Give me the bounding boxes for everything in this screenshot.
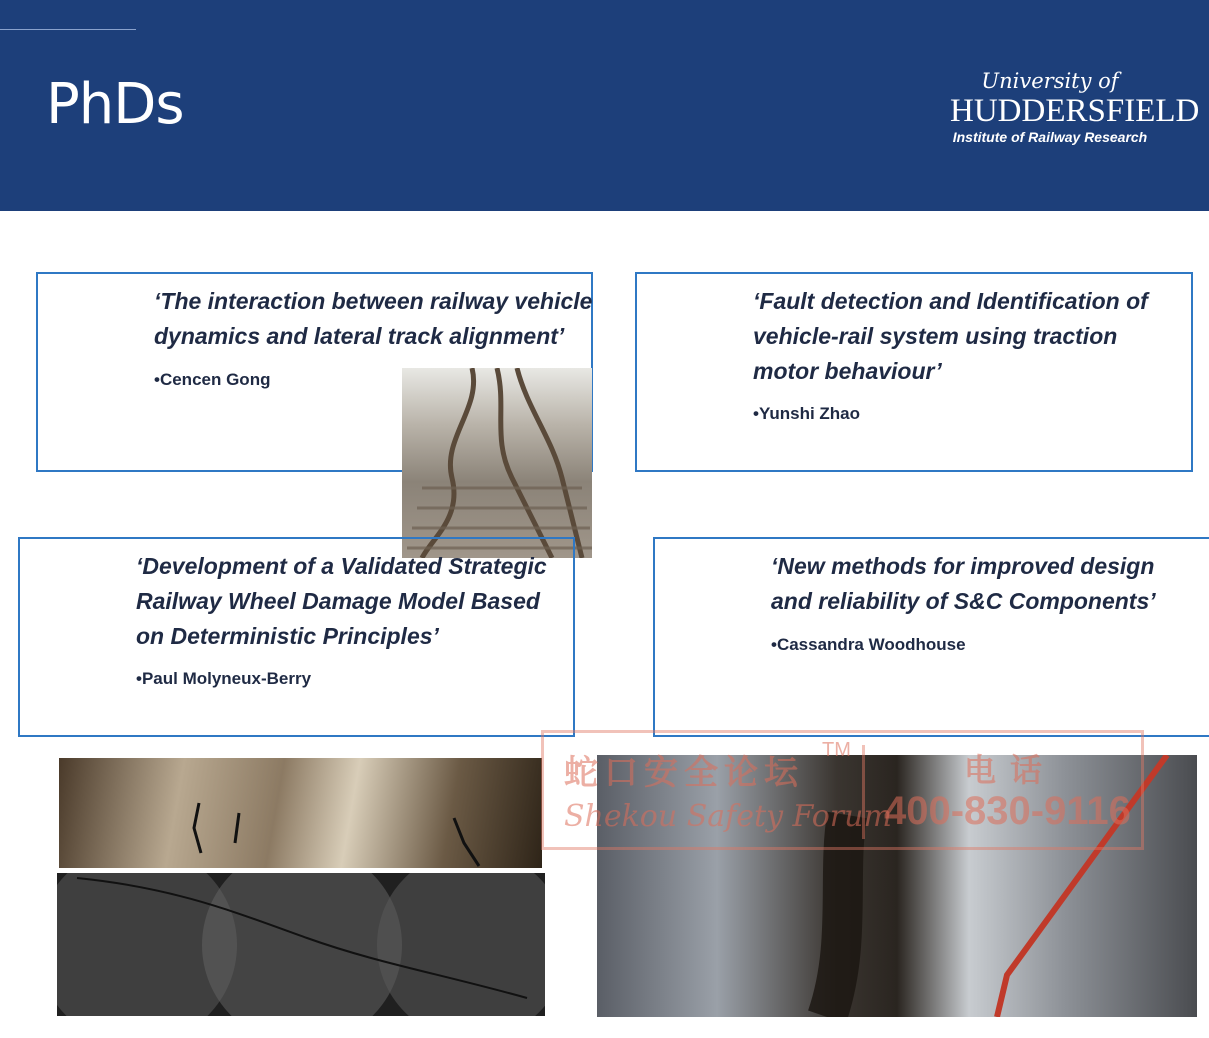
logo-line-2: HUDDERSFIELD [950,93,1200,129]
project-title: ‘New methods for improved design and reliability of S&C Components’ [771,553,1156,614]
header-banner [0,0,1209,211]
page-title: PhDs [46,72,184,137]
watermark-divider [862,745,865,839]
wheel-crack-photo [59,758,542,868]
project-title: ‘The interaction between railway vehicle dynamics and lateral track alignment’ [154,288,593,349]
watermark-phone-label: 电话 [964,751,1057,789]
header-rule [0,29,136,30]
project-card-4 [653,537,1209,737]
curved-track-photo [402,368,592,558]
watermark-cn-name: 蛇口安全论坛 [564,753,804,793]
watermark-stamp [541,730,1144,850]
project-title: ‘Fault detection and Identification of vehicle-rail system using traction motor behaviour’ [753,288,1148,384]
watermark-en-name: Shekou Safety Forum [564,799,892,834]
project-author: •Yunshi Zhao [753,404,861,423]
micrograph-photo [57,873,545,1016]
project-card-2 [635,272,1193,472]
watermark-phone: 400-830-9116 [884,789,1131,833]
project-author: •Cassandra Woodhouse [771,635,966,654]
project-title: ‘Development of a Validated Strategic Railway Wheel Damage Model Based on Deterministic Principles’ [136,553,547,649]
logo-line-1: University of [981,69,1119,93]
logo-line-3: Institute of Railway Research [952,129,1148,145]
university-logo [950,68,1200,146]
watermark-tm: TM [822,739,851,761]
project-card-3 [18,537,575,737]
project-author: •Paul Molyneux-Berry [136,669,312,688]
project-author: •Cencen Gong [154,370,271,389]
